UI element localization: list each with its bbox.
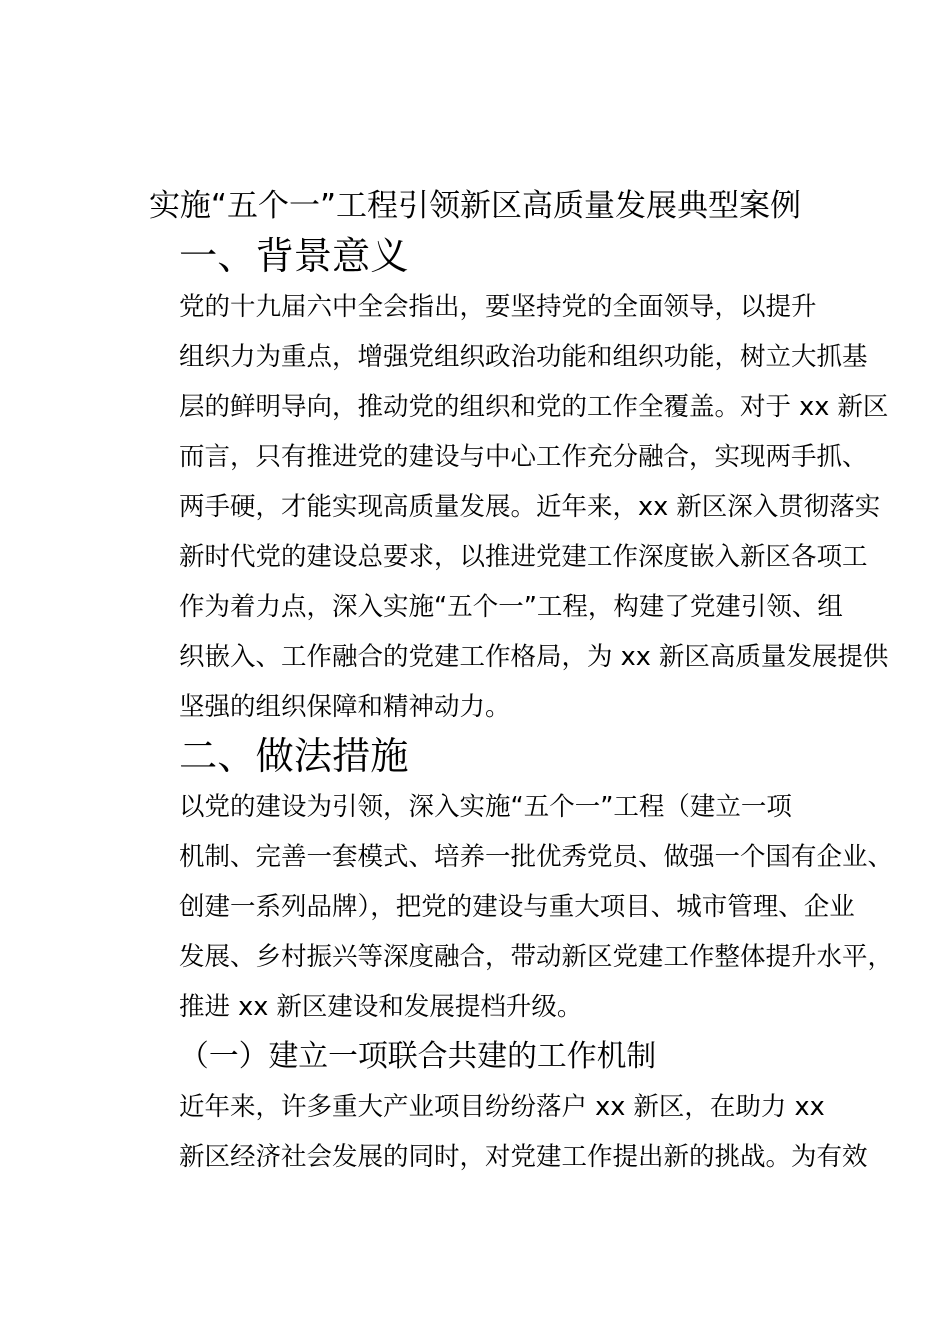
text-line: 党的十九届六中全会指出，要坚持党的全面领导，以提升 — [179, 292, 817, 322]
paragraph — [128, 282, 889, 732]
text-line: 组织力为重点，增强党组织政治功能和组织功能，树立大抓基 — [179, 342, 868, 372]
section-heading: 二、做法措施 — [179, 734, 409, 779]
document-title: 实施“五个一”工程引领新区高质量发展典型案例 — [148, 188, 802, 224]
text-line: 层的鲜明导向，推动党的组织和党的工作全覆盖。对于 xx 新区 — [179, 392, 889, 422]
text-line: 新区经济社会发展的同时，对党建工作提出新的挑战。为有效 — [179, 1142, 868, 1172]
text-line: 作为着力点，深入实施“五个一”工程，构建了党建引领、组 — [179, 592, 843, 622]
paragraph — [128, 782, 894, 1032]
text-line: 而言，只有推进党的建设与中心工作充分融合，实现两手抓、 — [179, 442, 868, 472]
text-line: 两手硬，才能实现高质量发展。近年来，xx 新区深入贯彻落实 — [179, 492, 881, 522]
text-line: 新时代党的建设总要求，以推进党建工作深度嵌入新区各项工 — [179, 542, 868, 572]
text-line: 坚强的组织保障和精神动力。 — [179, 692, 511, 722]
text-line: 近年来，许多重大产业项目纷纷落户 xx 新区，在助力 xx — [179, 1092, 825, 1122]
text-line: 推进 xx 新区建设和发展提档升级。 — [179, 992, 583, 1022]
text-line: 机制、完善一套模式、培养一批优秀党员、做强一个国有企业、 — [179, 842, 894, 872]
text-line: 织嵌入、工作融合的党建工作格局，为 xx 新区高质量发展提供 — [179, 642, 889, 672]
paragraph — [128, 1082, 868, 1182]
section-heading: 一、背景意义 — [179, 234, 409, 279]
text-line: 发展、乡村振兴等深度融合，带动新区党建工作整体提升水平， — [179, 942, 894, 972]
text-line: 以党的建设为引领，深入实施“五个一”工程（建立一项 — [179, 792, 792, 822]
document-body — [128, 232, 894, 1182]
subsection-heading: （一）建立一项联合共建的工作机制 — [179, 1039, 657, 1074]
text-line: 创建一系列品牌），把党的建设与重大项目、城市管理、企业 — [179, 892, 855, 922]
